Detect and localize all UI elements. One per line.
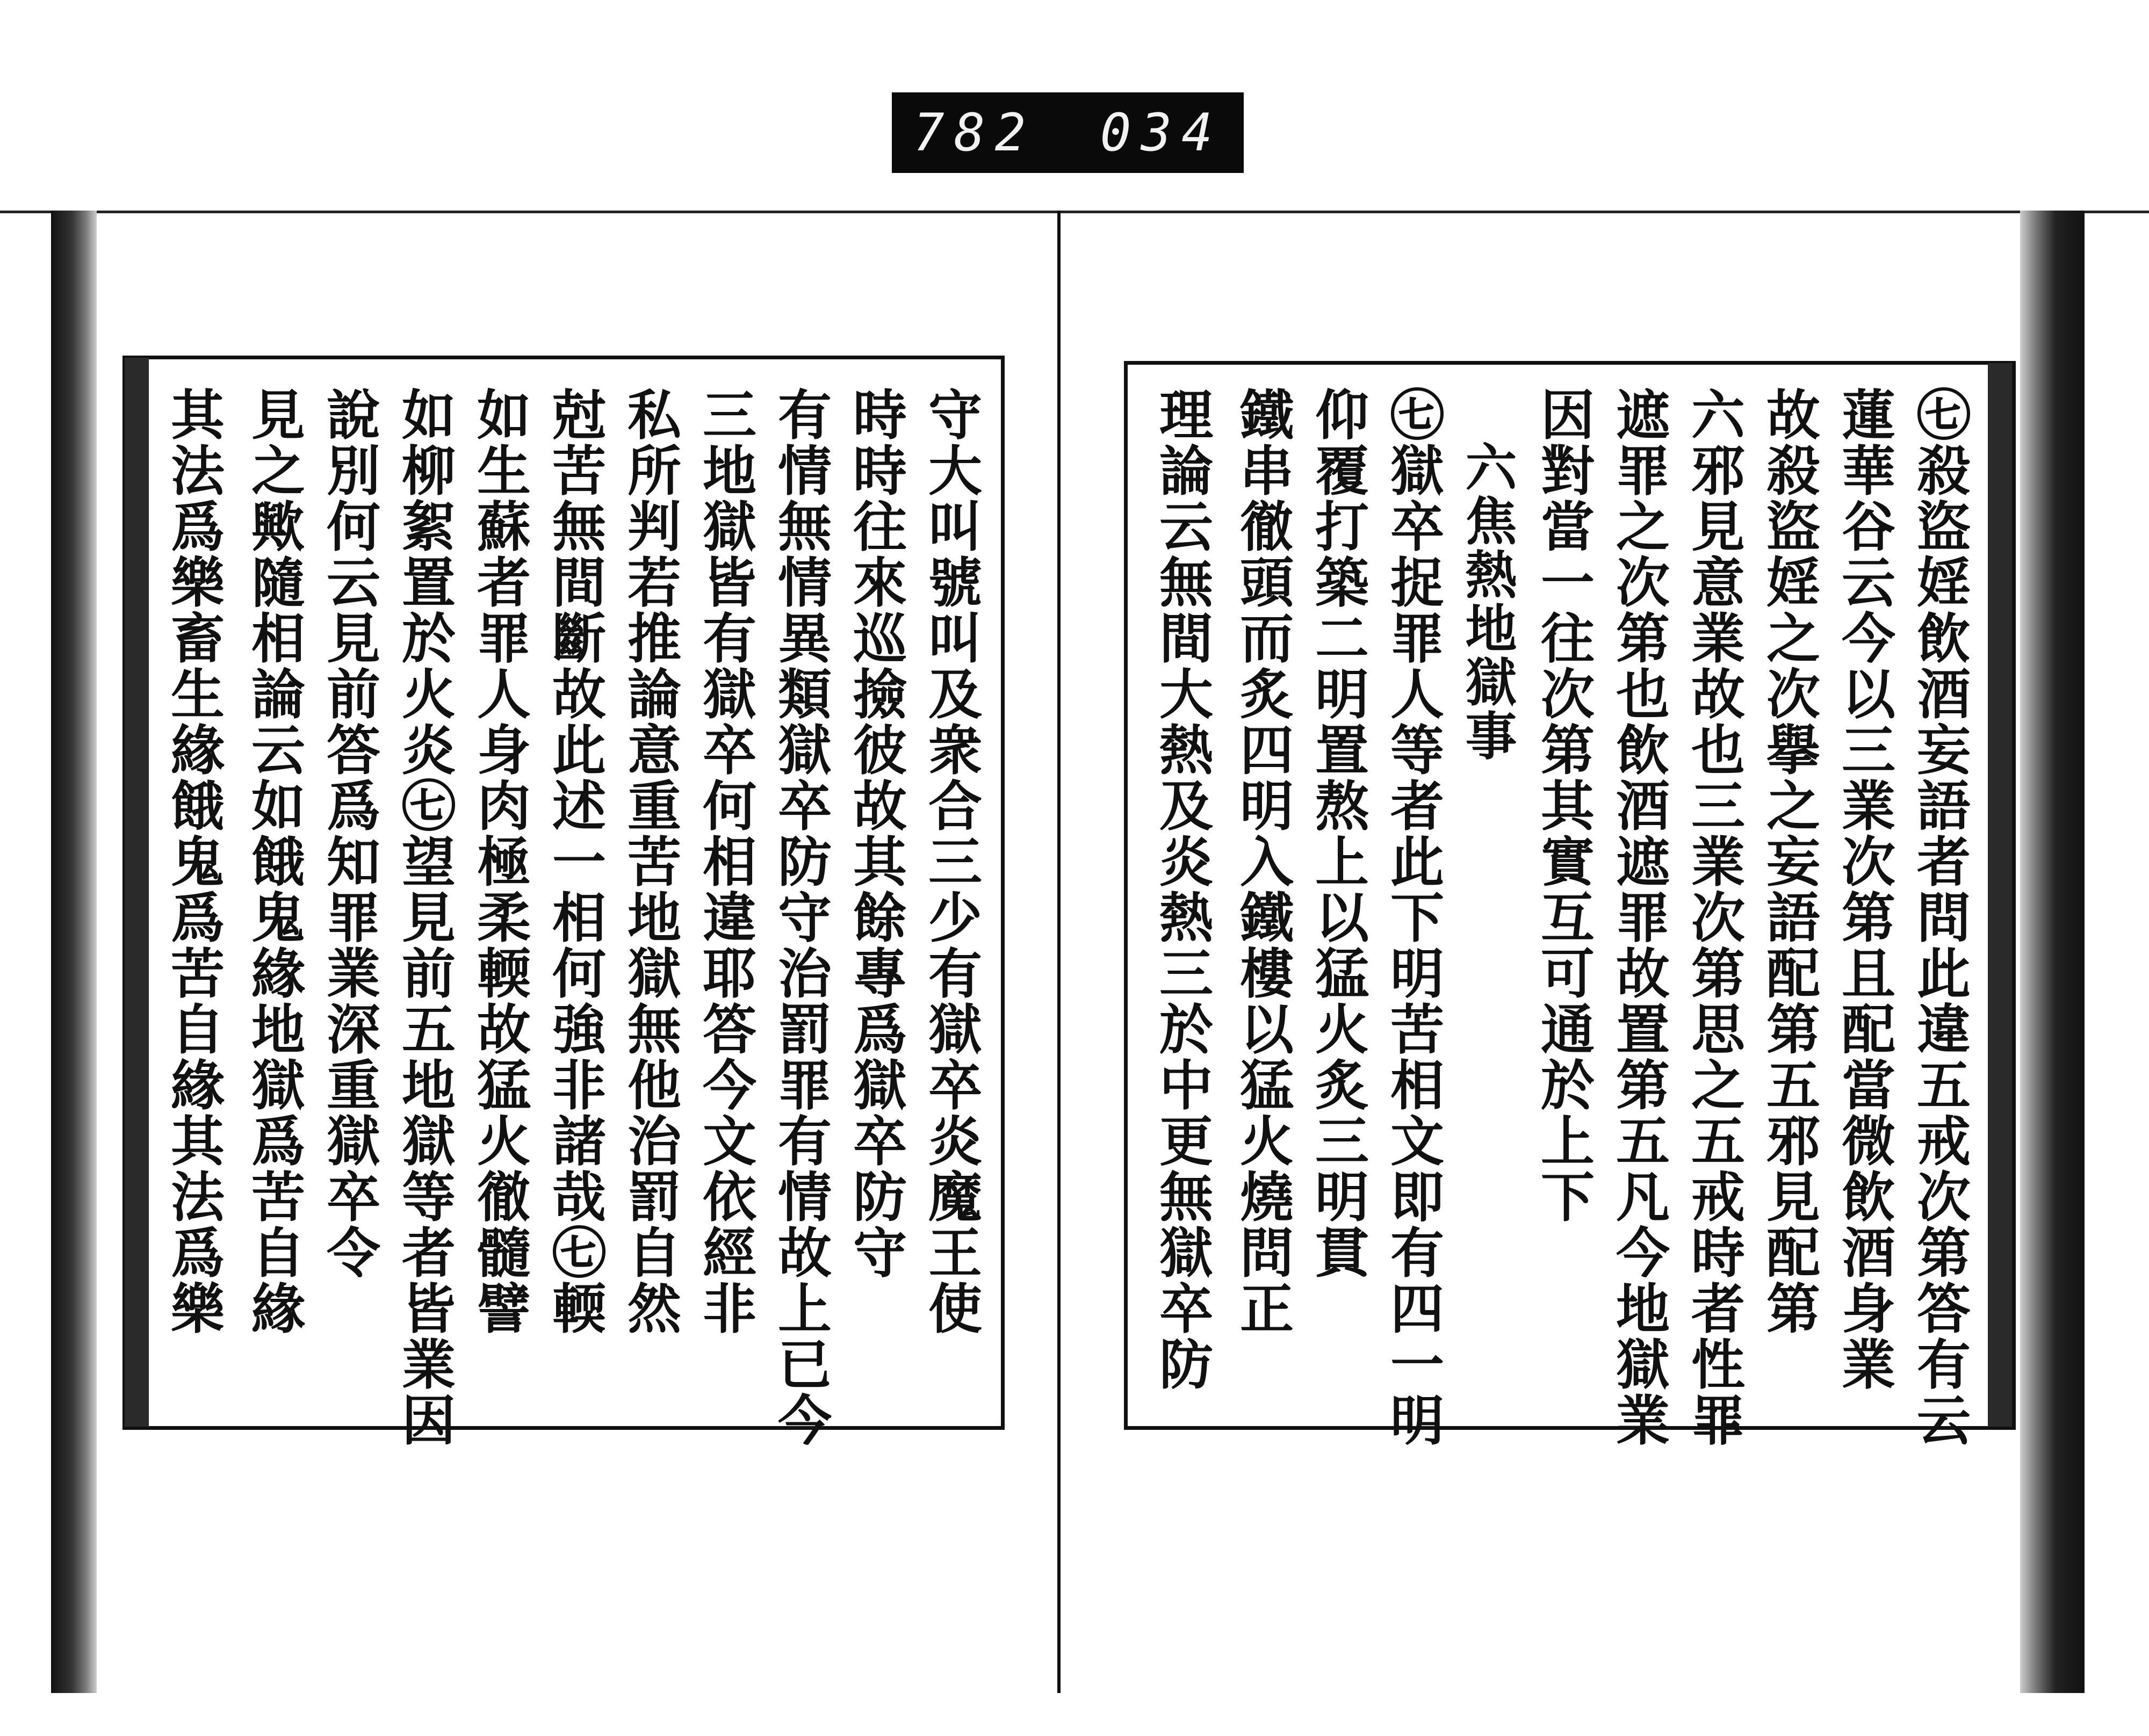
right-page-edge	[2020, 211, 2085, 1693]
right-page-column: ㊆殺盜婬飲酒妄語者問此違五戒次第答有云	[1908, 387, 1971, 1448]
book-spine	[1057, 211, 1061, 1693]
right-page-column: ㊆獄卒捉罪人等者此下明苦相文即有四一明	[1381, 387, 1445, 1448]
frame-number-right: 034	[1100, 103, 1222, 163]
archive-frame-label	[892, 92, 1244, 173]
right-page-column: 故殺盜婬之次擧之妄語配第五邪見配第	[1757, 387, 1821, 1336]
left-page-column: 有情無情異類獄卒防守治罰罪有情故上已今	[769, 387, 832, 1448]
left-page-edge	[51, 211, 97, 1693]
left-page-column: 尅苦無間斷故此述一相何強非諸哉㊆輭	[543, 387, 607, 1336]
left-margin-band	[125, 358, 149, 1427]
right-page-column: 仰覆打築二明置熬上以猛火炙三明貫	[1306, 387, 1369, 1281]
left-page-column: 三地獄皆有獄卒何相違耶答今文依經非	[694, 387, 757, 1336]
section-heading: 六焦熱地獄事	[1457, 440, 1518, 763]
right-page-column: 理論云無間大熱及炎熱三於中更無獄卒防	[1150, 387, 1214, 1392]
right-page-column: 鐵串徹頭而炙四明入鐵樓以猛火燒問正	[1231, 387, 1294, 1336]
frame-number-left: 782	[913, 103, 1036, 163]
left-page-column: 時時往來巡撿彼故其餘專爲獄卒防守	[844, 387, 907, 1281]
right-page-column: 蓮華谷云今以三業次第且配當微飲酒身業	[1833, 387, 1896, 1392]
right-page-column: 因對當一往次第其實互可通於上下	[1532, 387, 1595, 1225]
left-page-column: 私所判若推論意重苦地獄無他治罰自然	[618, 387, 682, 1336]
left-page-column: 其法爲樂畜生緣餓鬼爲苦自緣其法爲樂	[162, 387, 225, 1336]
left-page-column: 守大叫號叫及衆合三少有獄卒炎魔王使	[919, 387, 983, 1336]
right-page-column: 遮罪之次第也飲酒遮罪故置第五凡今地獄業	[1607, 387, 1670, 1448]
left-page-column: 如生蘇者罪人身肉極柔輭故猛火徹髓譬	[468, 387, 531, 1336]
top-rule	[0, 211, 2149, 213]
left-page-column: 說別何云見前答爲知罪業深重獄卒令	[318, 387, 381, 1281]
left-page-column: 如柳絮置於火炎㊆望見前五地獄等者皆業因	[393, 387, 456, 1448]
left-page-column: 見之歟隨相論云如餓鬼緣地獄爲苦自緣	[242, 387, 306, 1336]
right-margin-band	[1988, 363, 2012, 1427]
right-page-column: 六邪見意業故也三業次第思之五戒時者性罪	[1682, 387, 1746, 1448]
